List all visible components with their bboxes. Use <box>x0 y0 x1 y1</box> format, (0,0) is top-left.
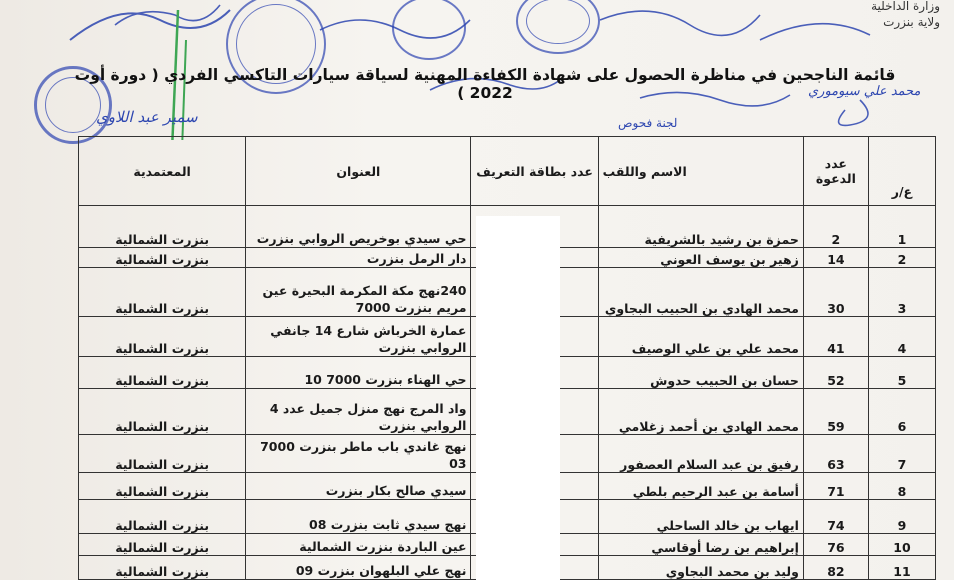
cell-name: رفيق بن عبد السلام العصفور <box>598 435 803 473</box>
cell-address: دار الرمل بنزرت <box>246 248 471 268</box>
cell-no: 11 <box>868 555 935 579</box>
col-header-no: ع/ر <box>868 137 935 206</box>
cell-convocation: 30 <box>803 268 868 316</box>
document-title: قائمة الناجحين في مناظرة الحصول على شهادة الكفاءة المهنية لسياقة سيارات التاكسي الفردي ( دورة أوت 2022 ) <box>74 66 896 102</box>
cell-convocation: 41 <box>803 316 868 356</box>
cell-no: 2 <box>868 248 935 268</box>
handwritten-name-left: سمير عبد اللاوي <box>96 108 198 126</box>
col-header-address: العنوان <box>246 137 471 206</box>
cell-address: عين الباردة بنزرت الشمالية <box>246 533 471 555</box>
cell-no: 8 <box>868 473 935 499</box>
cell-address: نهج سيدي ثابت بنزرت 08 <box>246 499 471 533</box>
cell-no: 6 <box>868 388 935 434</box>
cell-name: محمد الهادي بن أحمد زغلامي <box>598 388 803 434</box>
cell-no: 7 <box>868 435 935 473</box>
cell-address: حي سيدي بوخريص الروابي بنزرت <box>246 206 471 248</box>
cell-convocation: 71 <box>803 473 868 499</box>
cell-name: إبراهيم بن رضا أوقاسي <box>598 533 803 555</box>
cell-address: 240نهج مكة المكرمة البحيرة عين مريم بنزرت 7000 <box>246 268 471 316</box>
cell-convocation: 76 <box>803 533 868 555</box>
cell-name: حمزة بن رشيد بالشريفية <box>598 206 803 248</box>
redacted-id-column <box>476 216 560 580</box>
cell-address: واد المرج نهج منزل جميل عدد 4 الروابي بنزرت <box>246 388 471 434</box>
cell-no: 9 <box>868 499 935 533</box>
cell-delegation: بنزرت الشمالية <box>79 248 246 268</box>
cell-convocation: 74 <box>803 499 868 533</box>
cell-convocation: 63 <box>803 435 868 473</box>
cell-name: حسان بن الحبيب حدوش <box>598 356 803 388</box>
cell-delegation: بنزرت الشمالية <box>79 388 246 434</box>
cell-delegation: بنزرت الشمالية <box>79 268 246 316</box>
ministry-line-2: ولاية بنزرت <box>883 15 940 29</box>
cell-convocation: 52 <box>803 356 868 388</box>
col-header-convocation: عدد الدعوة <box>803 137 868 206</box>
cell-delegation: بنزرت الشمالية <box>79 533 246 555</box>
cell-no: 4 <box>868 316 935 356</box>
cell-name: محمد الهادي بن الحبيب البجاوي <box>598 268 803 316</box>
cell-convocation: 59 <box>803 388 868 434</box>
cell-no: 10 <box>868 533 935 555</box>
cell-address: نهج غاندي باب ماطر بنزرت 7000 03 <box>246 435 471 473</box>
col-header-delegation: المعتمدية <box>79 137 246 206</box>
cell-no: 5 <box>868 356 935 388</box>
cell-convocation: 2 <box>803 206 868 248</box>
cell-name: محمد علي بن علي الوصيف <box>598 316 803 356</box>
cell-address: نهج علي البلهوان بنزرت 09 <box>246 555 471 579</box>
cell-delegation: بنزرت الشمالية <box>79 206 246 248</box>
cell-name: أسامة بن عبد الرحيم بلطي <box>598 473 803 499</box>
col-header-name: الاسم واللقب <box>598 137 803 206</box>
cell-delegation: بنزرت الشمالية <box>79 435 246 473</box>
cell-name: زهير بن يوسف العوني <box>598 248 803 268</box>
cell-delegation: بنزرت الشمالية <box>79 316 246 356</box>
cell-convocation: 82 <box>803 555 868 579</box>
handwritten-name-right: محمد علي سيوموري <box>808 84 921 99</box>
cell-name: ايهاب بن خالد الساحلي <box>598 499 803 533</box>
cell-name: وليد بن محمد البجاوي <box>598 555 803 579</box>
cell-address: سيدي صالح بكار بنزرت <box>246 473 471 499</box>
cell-address: حي الهناء بنزرت 7000 10 <box>246 356 471 388</box>
cell-no: 1 <box>868 206 935 248</box>
col-header-id-card: عدد بطاقة التعريف <box>471 137 598 206</box>
cell-delegation: بنزرت الشمالية <box>79 555 246 579</box>
cell-convocation: 14 <box>803 248 868 268</box>
stamp-caption: لجنة فحوص <box>618 116 678 130</box>
cell-no: 3 <box>868 268 935 316</box>
table-header-row <box>79 137 936 206</box>
cell-delegation: بنزرت الشمالية <box>79 356 246 388</box>
cell-address: عمارة الخرباش شارع 14 جانفي الروابي بنزرت <box>246 316 471 356</box>
cell-delegation: بنزرت الشمالية <box>79 473 246 499</box>
cell-delegation: بنزرت الشمالية <box>79 499 246 533</box>
ministry-line-1: وزارة الداخلية <box>871 0 940 13</box>
